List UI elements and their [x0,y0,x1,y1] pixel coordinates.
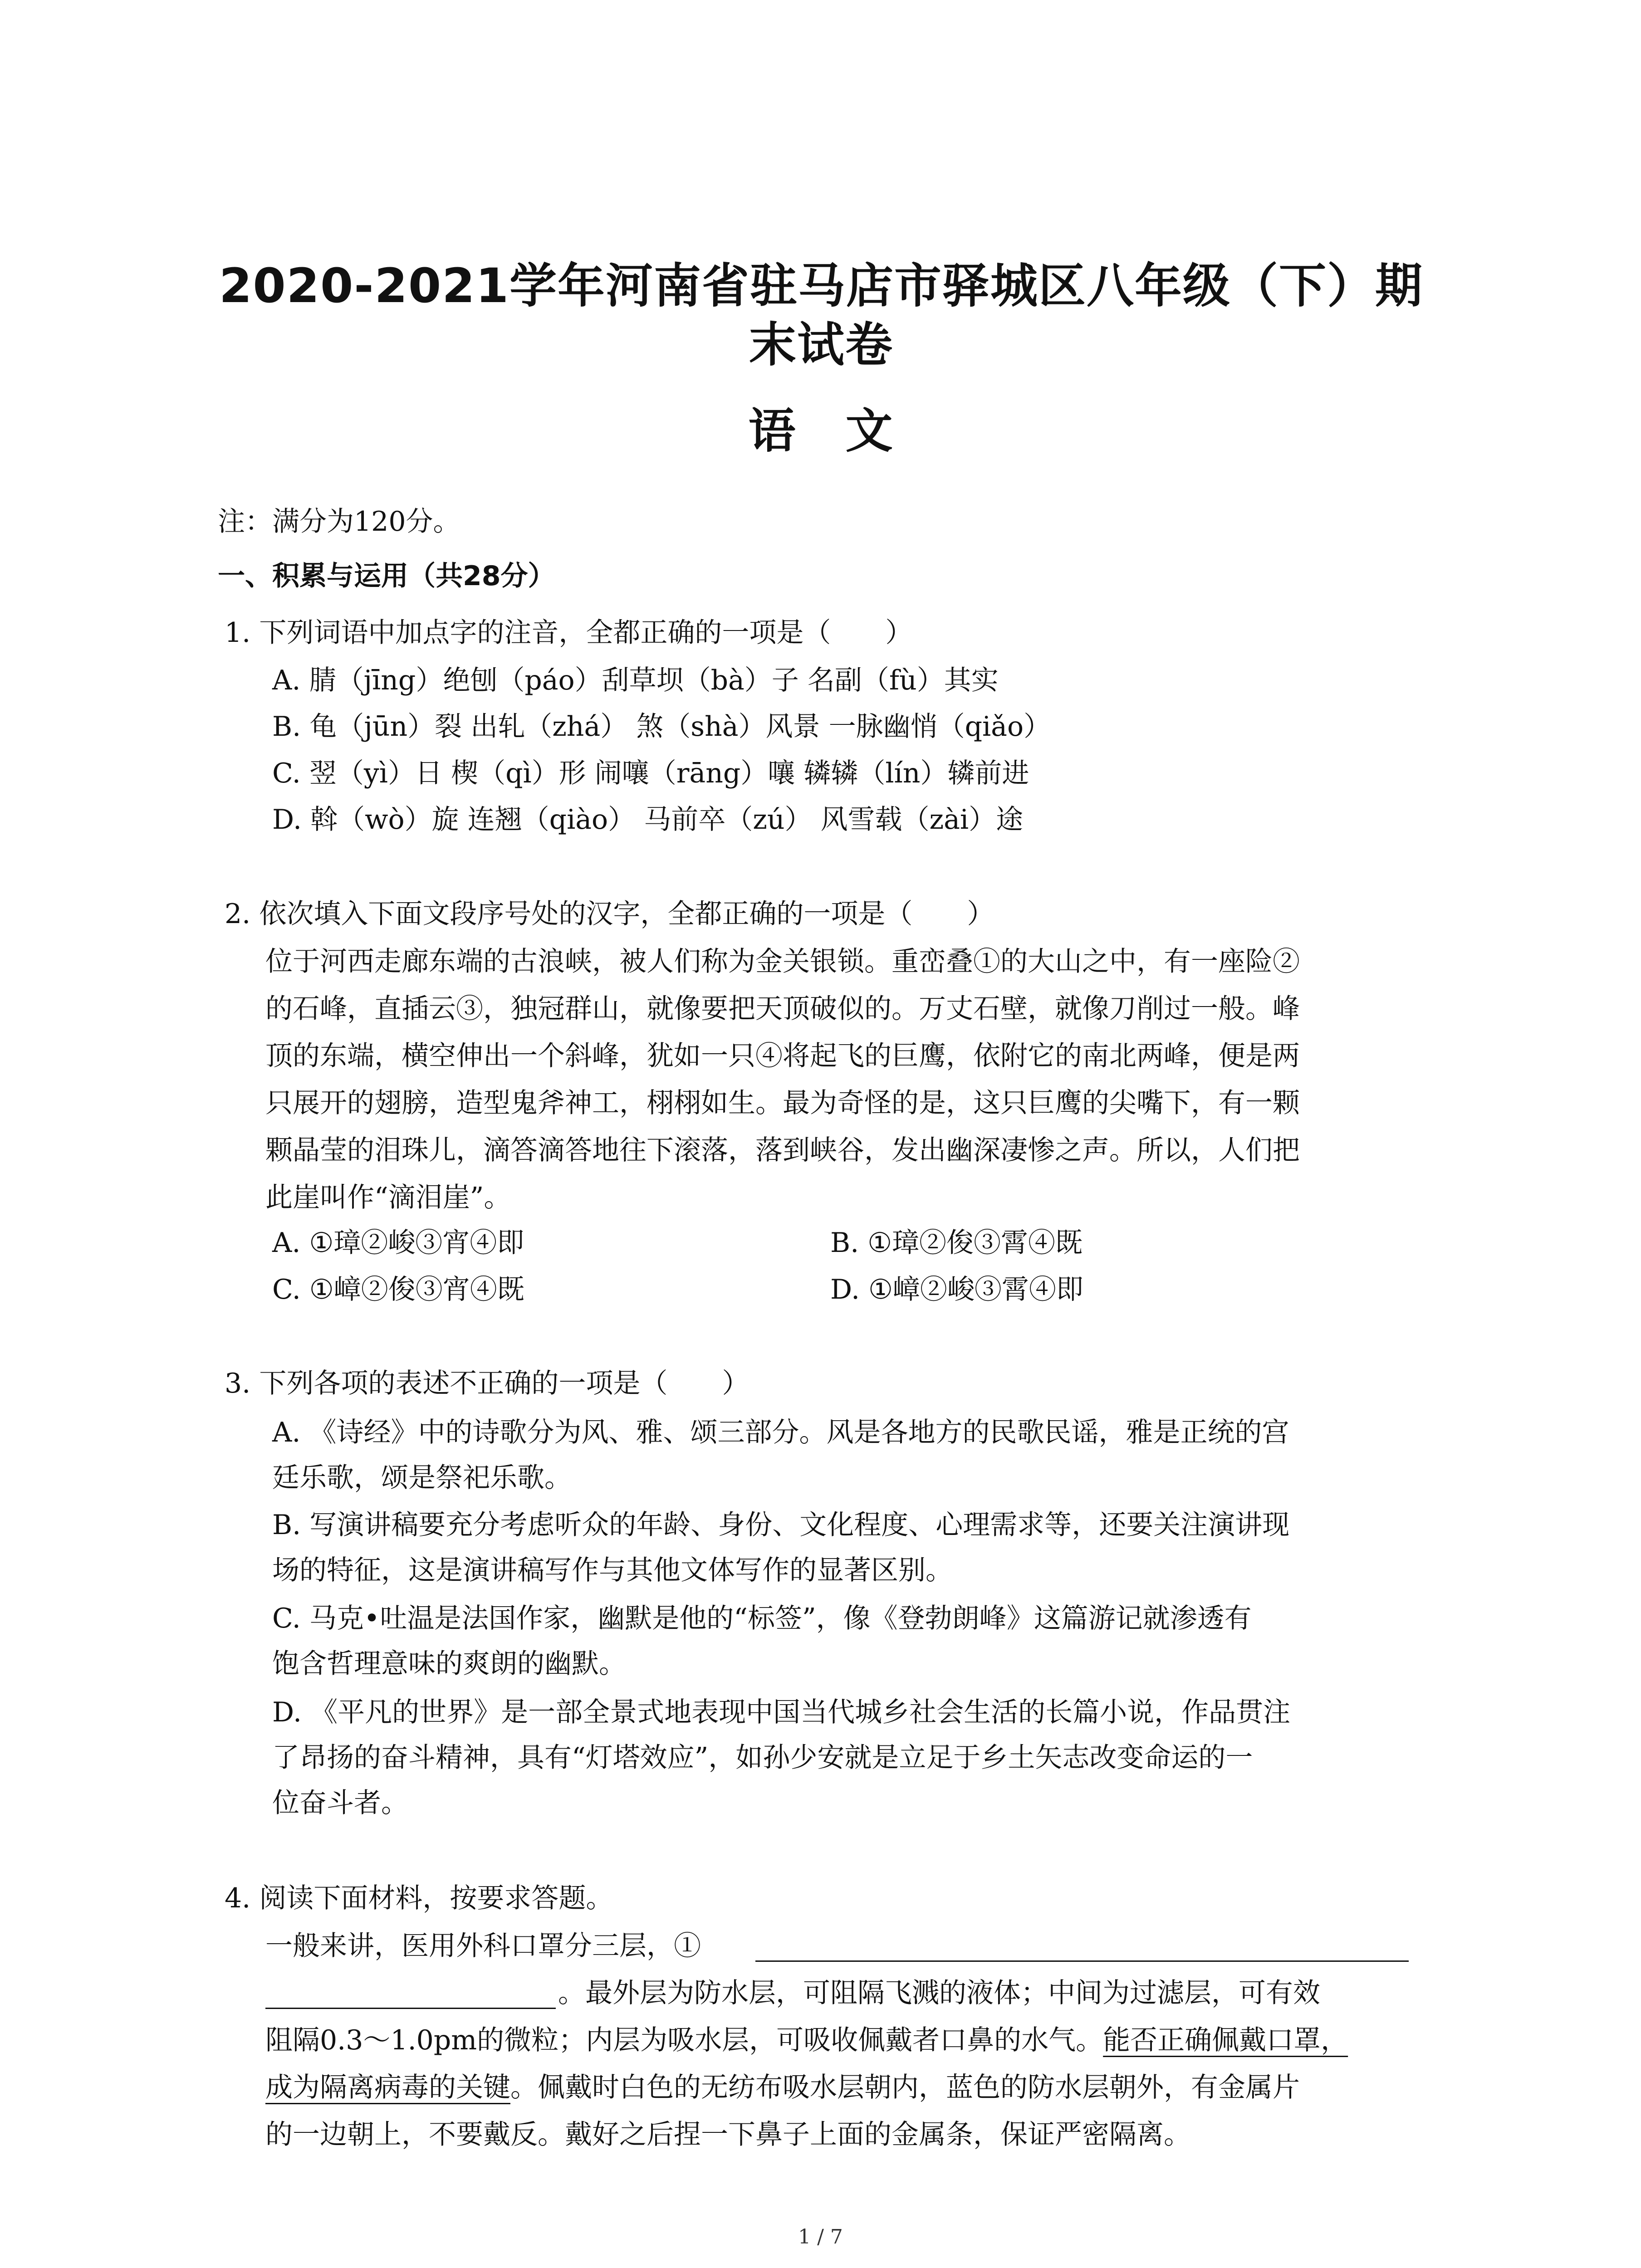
question-4-passage-line: 一般来讲，医用外科口罩分三层，① [265,1930,701,1962]
question-2-option-b: B. ①璋②俊③霄④既 [830,1227,1083,1259]
question-3-option-d-cont: 了昂扬的奋斗精神，具有“灯塔效应”，如孙少安就是立足于乡土矢志改变命运的一 [272,1742,1253,1774]
question-3-option-a: A. 《诗经》中的诗歌分为风、雅、颂三部分。风是各地方的民歌民谣，雅是正统的宫 [272,1417,1289,1448]
page-number: 1 / 7 [798,2225,843,2248]
question-3-option-c-cont: 饱含哲理意味的爽朗的幽默。 [272,1648,626,1680]
answer-blank-1[interactable] [755,1960,1409,1962]
question-2-option-d: D. ①嶂②峻③霄④即 [830,1274,1083,1305]
question-2-passage-line: 颗晶莹的泪珠儿，滴答滴答地往下滚落，落到峡谷，发出幽深凄惨之声。所以，人们把 [265,1134,1300,1166]
question-2-passage-line: 的石峰，直插云③，独冠群山，就像要把天顶破似的。万丈石壁，就像刀削过一般。峰 [265,993,1300,1025]
question-4-stem: 4. 阅读下面材料，按要求答题。 [225,1882,613,1914]
question-1-option-b: B. 龟（jūn）裂 出轧（zhá） 煞（shà）风景 一脉幽悄（qiǎo） [272,711,1051,743]
question-3-option-d: D. 《平凡的世界》是一部全景式地表现中国当代城乡社会生活的长篇小说，作品贯注 [272,1696,1291,1728]
question-2-passage-line: 此崖叫作“滴泪崖”。 [265,1182,511,1213]
score-note: 注：满分为120分。 [218,506,460,538]
question-4-passage-line [265,2069,1300,2106]
question-2-passage-line: 顶的东端，横空伸出一个斜峰，犹如一只④将起飞的巨鹰，依附它的南北两峰，便是两 [265,1040,1300,1072]
section-heading: 一、积累与运用（共28分） [218,560,555,592]
question-4-passage-line: 的一边朝上，不要戴反。戴好之后捏一下鼻子上面的金属条，保证严密隔离。 [265,2119,1191,2151]
question-3-option-a-cont: 廷乐歌，颂是祭祀乐歌。 [272,1462,572,1494]
question-3-option-b-cont: 场的特征，这是演讲稿写作与其他文体写作的显著区别。 [272,1554,953,1586]
question-2-stem: 2. 依次填入下面文段序号处的汉字，全都正确的一项是（ ） [225,898,994,930]
question-3-stem: 3. 下列各项的表述不正确的一项是（ ） [225,1368,749,1399]
question-3-option-c: C. 马克•吐温是法国作家，幽默是他的“标签”，像《登勃朗峰》这篇游记就渗透有 [272,1603,1252,1634]
exam-title-line-1: 2020-2021学年河南省驻马店市驿城区八年级（下）期 [219,258,1424,313]
passage-text: 阻隔0.3～1.0pm的微粒；内层为吸水层，可吸收佩戴者口鼻的水气。 [265,2024,1103,2056]
passage-text: 。佩戴时白色的无纺布吸水层朝内，蓝色的防水层朝外，有金属片 [510,2072,1300,2103]
subject-heading: 语文 [748,403,943,459]
question-4-passage-line [265,2022,1348,2058]
question-4-passage-line: 。最外层为防水层，可阻隔飞溅的液体；中间为过滤层，可有效 [558,1977,1320,2009]
underlined-sentence: 能否正确佩戴口罩， [1103,2024,1348,2056]
question-2-option-c: C. ①嶂②俊③宵④既 [272,1274,524,1305]
question-3-option-d-cont: 位奋斗者。 [272,1787,408,1819]
question-3-option-b: B. 写演讲稿要充分考虑听众的年龄、身份、文化程度、心理需求等，还要关注演讲现 [272,1509,1290,1541]
underlined-sentence-cont: 成为隔离病毒的关键 [265,2072,510,2103]
exam-title-line-2: 末试卷 [749,317,893,372]
question-1-stem: 1. 下列词语中加点字的注音，全都正确的一项是（ ） [225,617,913,649]
question-1-option-d: D. 斡（wò）旋 连翘（qiào） 马前卒（zú） 风雪载（zài）途 [272,804,1024,836]
question-2-passage-line: 只展开的翅膀，造型鬼斧神工，栩栩如生。最为奇怪的是，这只巨鹰的尖嘴下，有一颗 [265,1087,1300,1119]
question-1-option-a: A. 腈（jīng）绝刨（páo）刮草坝（bà）子 名副（fù）其实 [272,665,999,696]
answer-blank-1-cont[interactable] [265,2008,556,2009]
question-2-option-a: A. ①璋②峻③宵④即 [272,1227,524,1259]
question-1-option-c: C. 翌（yì）日 楔（qì）形 闹嚷（rāng）嚷 辚辚（lín）辚前进 [272,758,1029,789]
question-2-passage-line: 位于河西走廊东端的古浪峡，被人们称为金关银锁。重峦叠①的大山之中，有一座险② [265,946,1300,978]
